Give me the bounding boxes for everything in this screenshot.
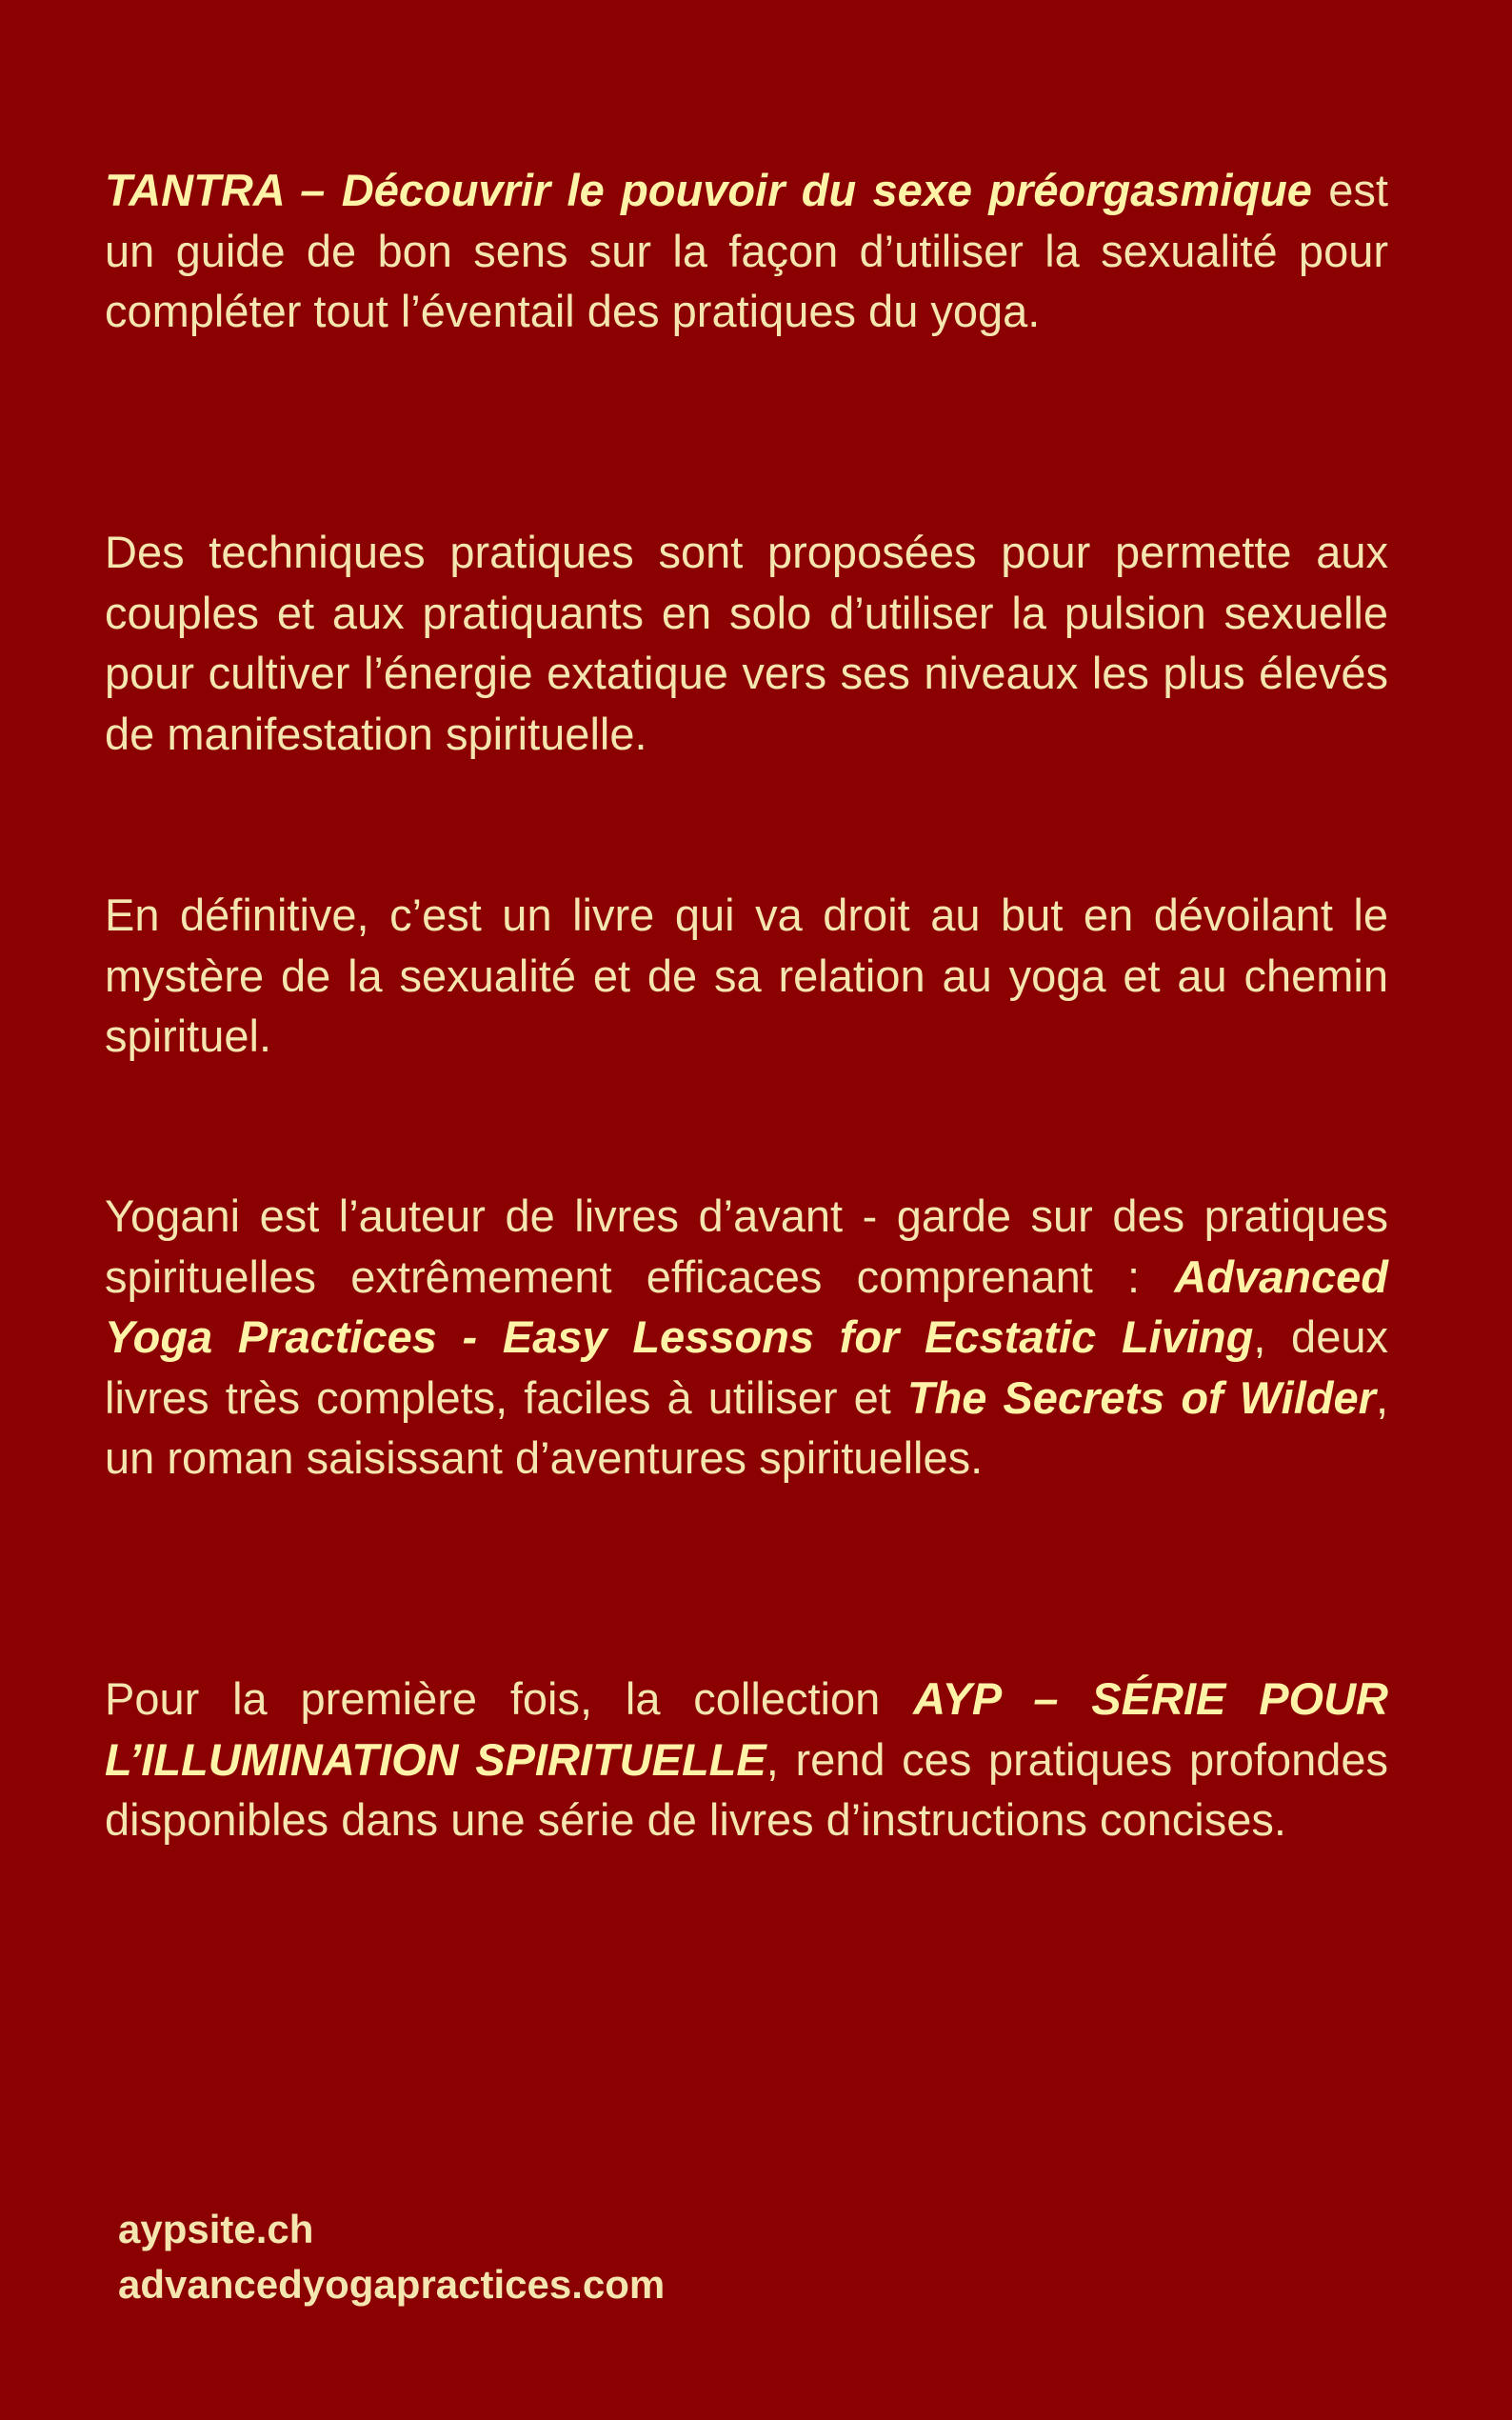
- book-title: TANTRA – Découvrir le pouvoir du sexe préorgasmique: [105, 165, 1312, 215]
- book-title-ayp: Advanced Yoga Practices - Easy Lessons for Ecstatic Living: [105, 1250, 1388, 1362]
- intro-text: est un guide de bon sens sur la façon d’utiliser la sexualité pour compléter tout l’éventail des pratiques du yoga.: [105, 165, 1388, 336]
- website-advancedyogapractices: advancedyogapractices.com: [118, 2262, 666, 2307]
- summary-text: En définitive, c’est un livre qui va droit au but en dévoilant le mystère de la sexualité et de sa relation au yoga et au chemin spirituel.: [105, 890, 1388, 1061]
- paragraph-author: [105, 1186, 1388, 1489]
- paragraph-series: [105, 1669, 1388, 1850]
- paragraph-intro: [105, 160, 1388, 342]
- series-text-1: Pour la première fois, la collection: [105, 1673, 914, 1724]
- series-text-2: , rend ces pratiques profondes disponibles dans une série de livres d’instructions concises.: [105, 1733, 1389, 1845]
- website-aypsite: aypsite.ch: [118, 2207, 314, 2251]
- paragraph-summary: [105, 885, 1388, 1067]
- footer-websites: [118, 2202, 665, 2312]
- book-title-wilder: The Secrets of Wilder: [906, 1371, 1376, 1423]
- series-title: AYP – SÉRIE POUR L’ILLUMINATION SPIRITUELLE: [105, 1673, 1388, 1785]
- author-text-1: Yogani est l’auteur de livres d’avant - garde sur des pratiques spirituelles extrêmement efficaces comprenant :: [105, 1190, 1388, 1302]
- paragraph-techniques: [105, 522, 1388, 764]
- techniques-text: Des techniques pratiques sont proposées pour permette aux couples et aux pratiquants en solo d’utiliser la pulsion sexuelle pour cultiver l’énergie extatique vers ses niveaux les plus élevés de manifestation spirituelle.: [105, 527, 1388, 759]
- author-text-3: , un roman saisissant d’aventures spirituelles.: [105, 1371, 1388, 1483]
- author-text-2: , deux livres très complets, faciles à utiliser et: [105, 1311, 1388, 1423]
